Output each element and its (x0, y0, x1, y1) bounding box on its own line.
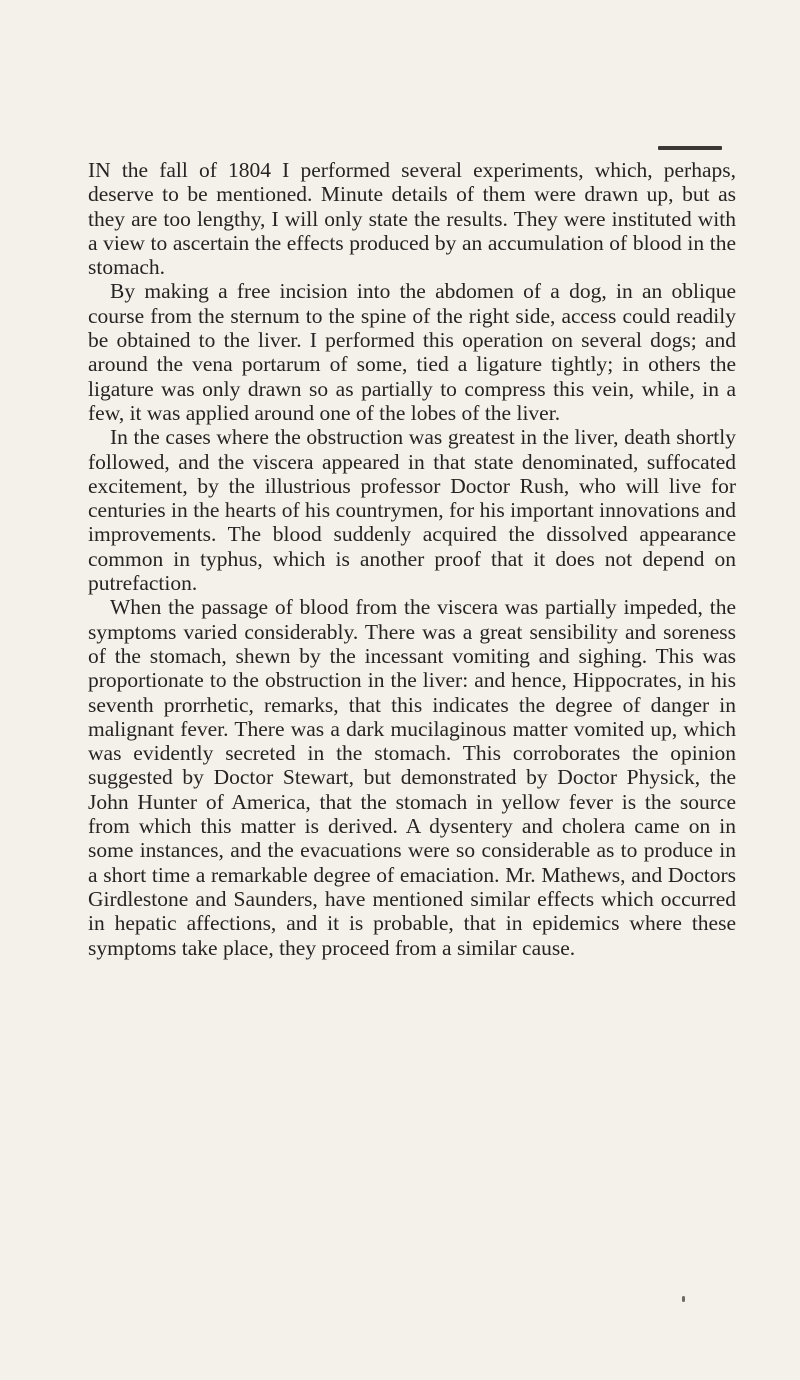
paragraph-2: By making a free incision into the abdomen of a dog, in an oblique course from the sternum to the spine of the right side, access could readily be obtained to the liver. I performed this operation on several dogs; and around the vena portarum of some, tied a ligature tightly; in others the ligature was only drawn so as partially to compress this vein, while, in a few, it was applied around one of the lobes of the liver. (88, 279, 736, 425)
header-rule (658, 146, 722, 150)
paragraph-1: IN the fall of 1804 I performed several experiments, which, perhaps, deserve to be mentioned. Minute details of them were drawn up, but as they are too lengthy, I will only state the results. They were instituted with a view to ascertain the effects produced by an accumulation of blood in the stomach. (88, 158, 736, 280)
ink-spot (682, 1296, 685, 1302)
paragraph-3: In the cases where the obstruction was greatest in the liver, death shortly followed, and the viscera appeared in that state denominated, suffocated excitement, by the illustrious professor Doctor Rush, who will live for centuries in the hearts of his countrymen, for his important innovations and improvements. The blood suddenly acquired the dissolved appearance common in typhus, which is another proof that it does not depend on putrefaction. (88, 425, 736, 596)
paragraph-4: When the passage of blood from the viscera was partially impeded, the symptoms varied considerably. There was a great sensibility and soreness of the stomach, shewn by the incessant vomiting and sighing. This was proportionate to the obstruction in the liver: and hence, Hippocrates, in his seventh prorrhetic, remarks, that this indicates the degree of danger in malignant fever. There was a dark mucilaginous matter vomited up, which was evidently secreted in the stomach. This corroborates the opinion suggested by Doctor Stewart, but demonstrated by Doctor Physick, the John Hunter of America, that the stomach in yellow fever is the source from which this matter is derived. A dysentery and cholera came on in some instances, and the evacuations were so considerable as to produce in a short time a remarkable degree of emaciation. Mr. Mathews, and Doctors Girdlestone and Saunders, have mentioned similar effects which occurred in hepatic affections, and it is probable, that in epidemics where these symptoms take place, they proceed from a similar cause. (88, 595, 736, 960)
body-text (88, 158, 736, 960)
